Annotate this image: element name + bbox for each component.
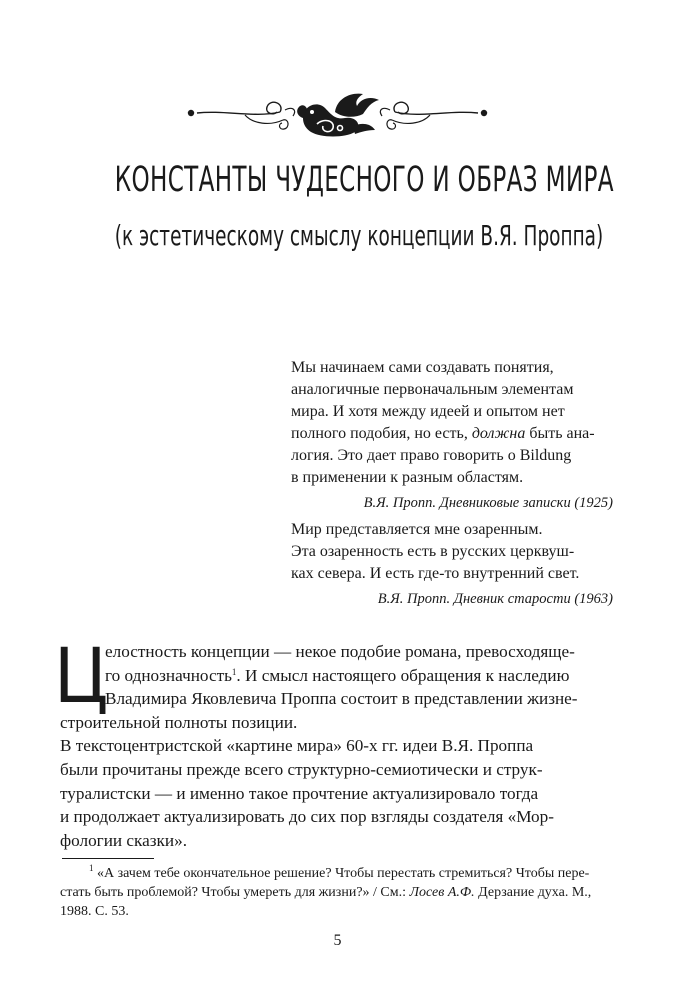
footnote-ref[interactable]: 1 bbox=[231, 666, 237, 677]
footnote-marker: 1 bbox=[89, 863, 94, 873]
footnote-line bbox=[60, 883, 613, 902]
epigraph-line: мира. И хотя между идеей и опытом нет bbox=[291, 403, 565, 420]
epigraph-line bbox=[291, 423, 613, 445]
drop-cap-letter: Ц bbox=[53, 632, 109, 721]
footnote-text: Дерзание духа. М., bbox=[474, 885, 592, 900]
body-line: В текстоцентристской «картине мира» 60-х гг. идеи В.Я. Проппа bbox=[60, 736, 534, 756]
epigraph-line: аналогичные первоначальным элементам bbox=[291, 381, 574, 398]
body-line: туралистски — и именно такое прочтение актуализировало тогда bbox=[60, 783, 539, 803]
body-line: Владимира Яковлевича Проппа состоит в представлении жизне- bbox=[105, 689, 578, 709]
body-line: были прочитаны прежде всего структурно-семиотически и струк- bbox=[60, 759, 543, 779]
epigraph-emphasis: должна bbox=[471, 425, 526, 442]
epigraph-line: ках севера. И есть где-то внутренний свет. bbox=[291, 565, 580, 582]
epigraph-2 bbox=[291, 519, 613, 610]
body-line: строительной полноты позиции. bbox=[60, 712, 298, 732]
epigraph-line: Мир представляется мне озаренным. bbox=[291, 521, 543, 538]
epigraph-line: логия. Это дает право говорить о Bildung bbox=[291, 447, 572, 464]
epigraph-line: Мы начинаем сами создавать понятия, bbox=[291, 359, 554, 376]
body-line: фологии сказки». bbox=[60, 830, 187, 850]
footnote-author: Лосев А.Ф. bbox=[409, 885, 475, 900]
epigraph-text: быть ана- bbox=[525, 425, 595, 442]
page-number: 5 bbox=[333, 932, 342, 949]
footnote bbox=[60, 864, 613, 921]
page-subtitle: (к эстетическому смыслу концепции В.Я. Проппа) bbox=[114, 219, 604, 252]
footnote-divider bbox=[62, 858, 154, 859]
footnote-line: 1988. С. 53. bbox=[60, 904, 129, 919]
body-paragraphs bbox=[60, 640, 613, 852]
body-line bbox=[60, 664, 613, 688]
epigraph-line: в применении к разным областям. bbox=[291, 469, 524, 486]
firebird-ornament bbox=[185, 88, 490, 140]
epigraph-line: Эта озаренность есть в русских церквуш- bbox=[291, 543, 575, 560]
body-line: елостность концепции — некое подобие романа, превосходяще- bbox=[105, 642, 575, 661]
epigraph-text: полного подобия, но есть, bbox=[291, 425, 472, 442]
epigraph-1 bbox=[291, 357, 613, 514]
body-line: и продолжает актуализировать до сих пор взгляды создателя «Мор- bbox=[60, 807, 554, 827]
epigraph-source: В.Я. Пропп. Дневник старости (1963) bbox=[377, 591, 613, 607]
footnote-text: стать быть проблемой? Чтобы умереть для жизни?» / См.: bbox=[60, 885, 410, 900]
page-title: КОНСТАНТЫ ЧУДЕСНОГО И ОБРАЗ МИРА bbox=[114, 160, 614, 200]
footnote-line bbox=[60, 864, 613, 883]
epigraph-source: В.Я. Пропп. Дневниковые записки (1925) bbox=[363, 495, 613, 511]
body-text: . И смысл настоящего обращения к наследию bbox=[236, 665, 570, 685]
footnote-text: «А зачем тебе окончательное решение? Чтобы перестать стремиться? Чтобы пере- bbox=[93, 866, 590, 881]
body-text: го однозначность bbox=[105, 665, 232, 685]
